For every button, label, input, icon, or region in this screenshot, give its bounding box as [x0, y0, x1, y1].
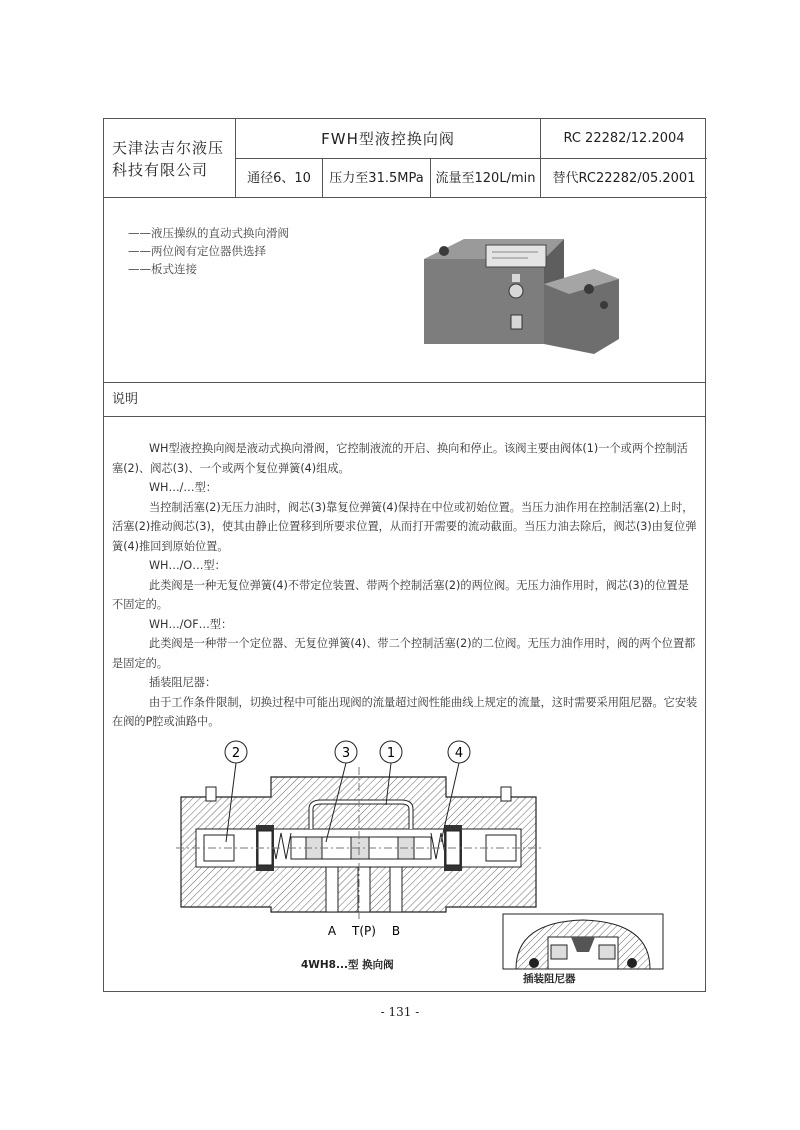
- feature-item: ——液压操纵的直动式换向滑阀: [128, 226, 289, 240]
- inset-caption: 插装阻尼器: [523, 973, 576, 985]
- callout-label: 1: [386, 746, 396, 761]
- datasheet-frame: [103, 118, 706, 992]
- port-label-a: A: [327, 924, 337, 938]
- feature-item: ——两位阀有定位器供选择: [128, 244, 266, 258]
- callout-label: 2: [231, 746, 241, 761]
- paragraph: WH型液控换向阀是液动式换向滑阀，它控制液流的开启、换向和停止。该阀主要由阀体(1)一个或两个控制活塞(2)、阀芯(3)、一个或两个复位弹簧(4)组成。: [112, 442, 688, 475]
- paragraph: WH…/…型：: [149, 481, 217, 494]
- section-title: 说明: [104, 382, 705, 417]
- page-number: - 131 -: [380, 1005, 420, 1019]
- paragraph: 此类阀是一种无复位弹簧(4)不带定位装置、带两个控制活塞(2)的两位阀。无压力油作用时，阀芯(3)的位置是不固定的。: [112, 578, 689, 611]
- port-label-tp: T(P): [352, 924, 376, 938]
- paragraph: 插装阻尼器：: [149, 676, 217, 689]
- valve-section-diagram: [176, 737, 676, 987]
- description-text: [112, 439, 698, 732]
- spec-replaces: 替代RC22282/05.2001: [541, 159, 707, 198]
- paragraph: 由于工作条件限制，切换过程中可能出现阀的流量超过阀性能曲线上规定的流量，这时需要采用阻尼器。它安装在阀的P腔或油路中。: [112, 695, 698, 728]
- feature-list: [128, 224, 289, 278]
- feature-item: ——板式连接: [128, 262, 197, 276]
- callout-label: 4: [454, 746, 464, 761]
- paragraph: 此类阀是一种带一个定位器、无复位弹簧(4)、带二个控制活塞(2)的二位阀。无压力油作用时，阀的两个位置都是固定的。: [112, 637, 696, 670]
- spec-flow: 流量至120L/min: [431, 159, 541, 198]
- valve-photo: [424, 229, 624, 359]
- company-line-1: 天津法吉尔液压: [112, 139, 225, 157]
- company-name: [104, 119, 236, 198]
- diagram-caption: 4WH8...型 换向阀: [301, 959, 394, 971]
- spec-size: 通径6、10: [236, 159, 323, 198]
- paragraph: 当控制活塞(2)无压力油时，阀芯(3)靠复位弹簧(4)保持在中位或初始位置。当压力油作用在控制活塞(2)上时，活塞(2)推动阀芯(3)，使其由静止位置移到所要求位置，从而打开需要的流动截面。当压力油去除后，阀芯(3)由复位弹簧(4)推回到原始位置。: [112, 500, 697, 553]
- product-title: FWH型液控换向阀: [236, 119, 541, 159]
- document-code: RC 22282/12.2004: [541, 119, 707, 159]
- company-line-2: 科技有限公司: [112, 161, 209, 179]
- paragraph: WH…/OF…型：: [149, 617, 233, 631]
- spec-pressure: 压力至31.5MPa: [323, 159, 431, 198]
- port-label-b: B: [391, 924, 401, 938]
- callout-label: 3: [341, 746, 351, 761]
- paragraph: WH…/O…型：: [149, 559, 226, 572]
